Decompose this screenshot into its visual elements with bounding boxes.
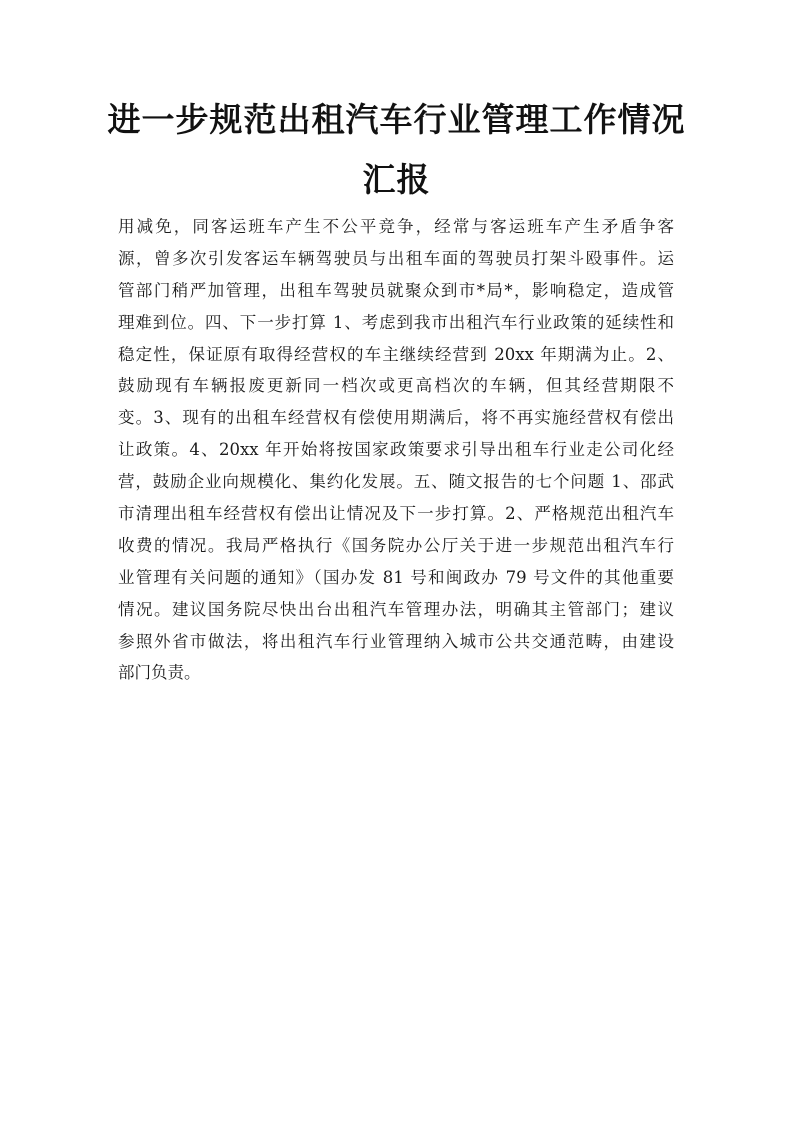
body-line: 参照外省市做法，将出租汽车行业管理纳入城市公共交通范畴，由建设 — [118, 631, 674, 651]
body-line: 收费的情况。我局严格执行《国务院办公厅关于进一步规范出租汽车行 — [118, 535, 674, 555]
body-line: 鼓励现有车辆报废更新同一档次或更高档次的车辆，但其经营期限不 — [118, 376, 674, 396]
body-line: 源，曾多次引发客运车辆驾驶员与出租车面的驾驶员打架斗殴事件。运 — [118, 248, 674, 268]
body-line: 管部门稍严加管理，出租车驾驶员就聚众到市*局*，影响稳定，造成管 — [118, 280, 674, 300]
body-line: 业管理有关问题的通知》（国办发 81 号和闽政办 79 号文件的其他重要 — [118, 567, 674, 587]
body-line: 稳定性，保证原有取得经营权的车主继续经营到 20xx 年期满为止。2、 — [118, 344, 674, 364]
body-line: 用减免，同客运班车产生不公平竞争，经常与客运班车产生矛盾争客 — [118, 217, 674, 236]
document-body — [118, 211, 674, 689]
body-line-last: 部门负责。 — [118, 663, 201, 683]
body-line: 市清理出租车经营权有偿出让情况及下一步打算。2、严格规范出租汽车 — [118, 504, 674, 524]
document-title-line-1: 进一步规范出租汽车行业管理工作情况 — [107, 100, 686, 139]
body-line: 营，鼓励企业向规模化、集约化发展。五、随文报告的七个问题 1、邵武 — [118, 472, 674, 492]
body-line: 变。3、现有的出租车经营权有偿使用期满后，将不再实施经营权有偿出 — [118, 408, 674, 428]
body-line: 理难到位。四、下一步打算 1、考虑到我市出租汽车行业政策的延续性和 — [118, 312, 674, 332]
document-title-line-2: 汇报 — [362, 160, 431, 199]
body-line: 情况。建议国务院尽快出台出租汽车管理办法，明确其主管部门；建议 — [118, 599, 674, 619]
body-line: 让政策。4、20xx 年开始将按国家政策要求引导出租车行业走公司化经 — [118, 440, 674, 460]
